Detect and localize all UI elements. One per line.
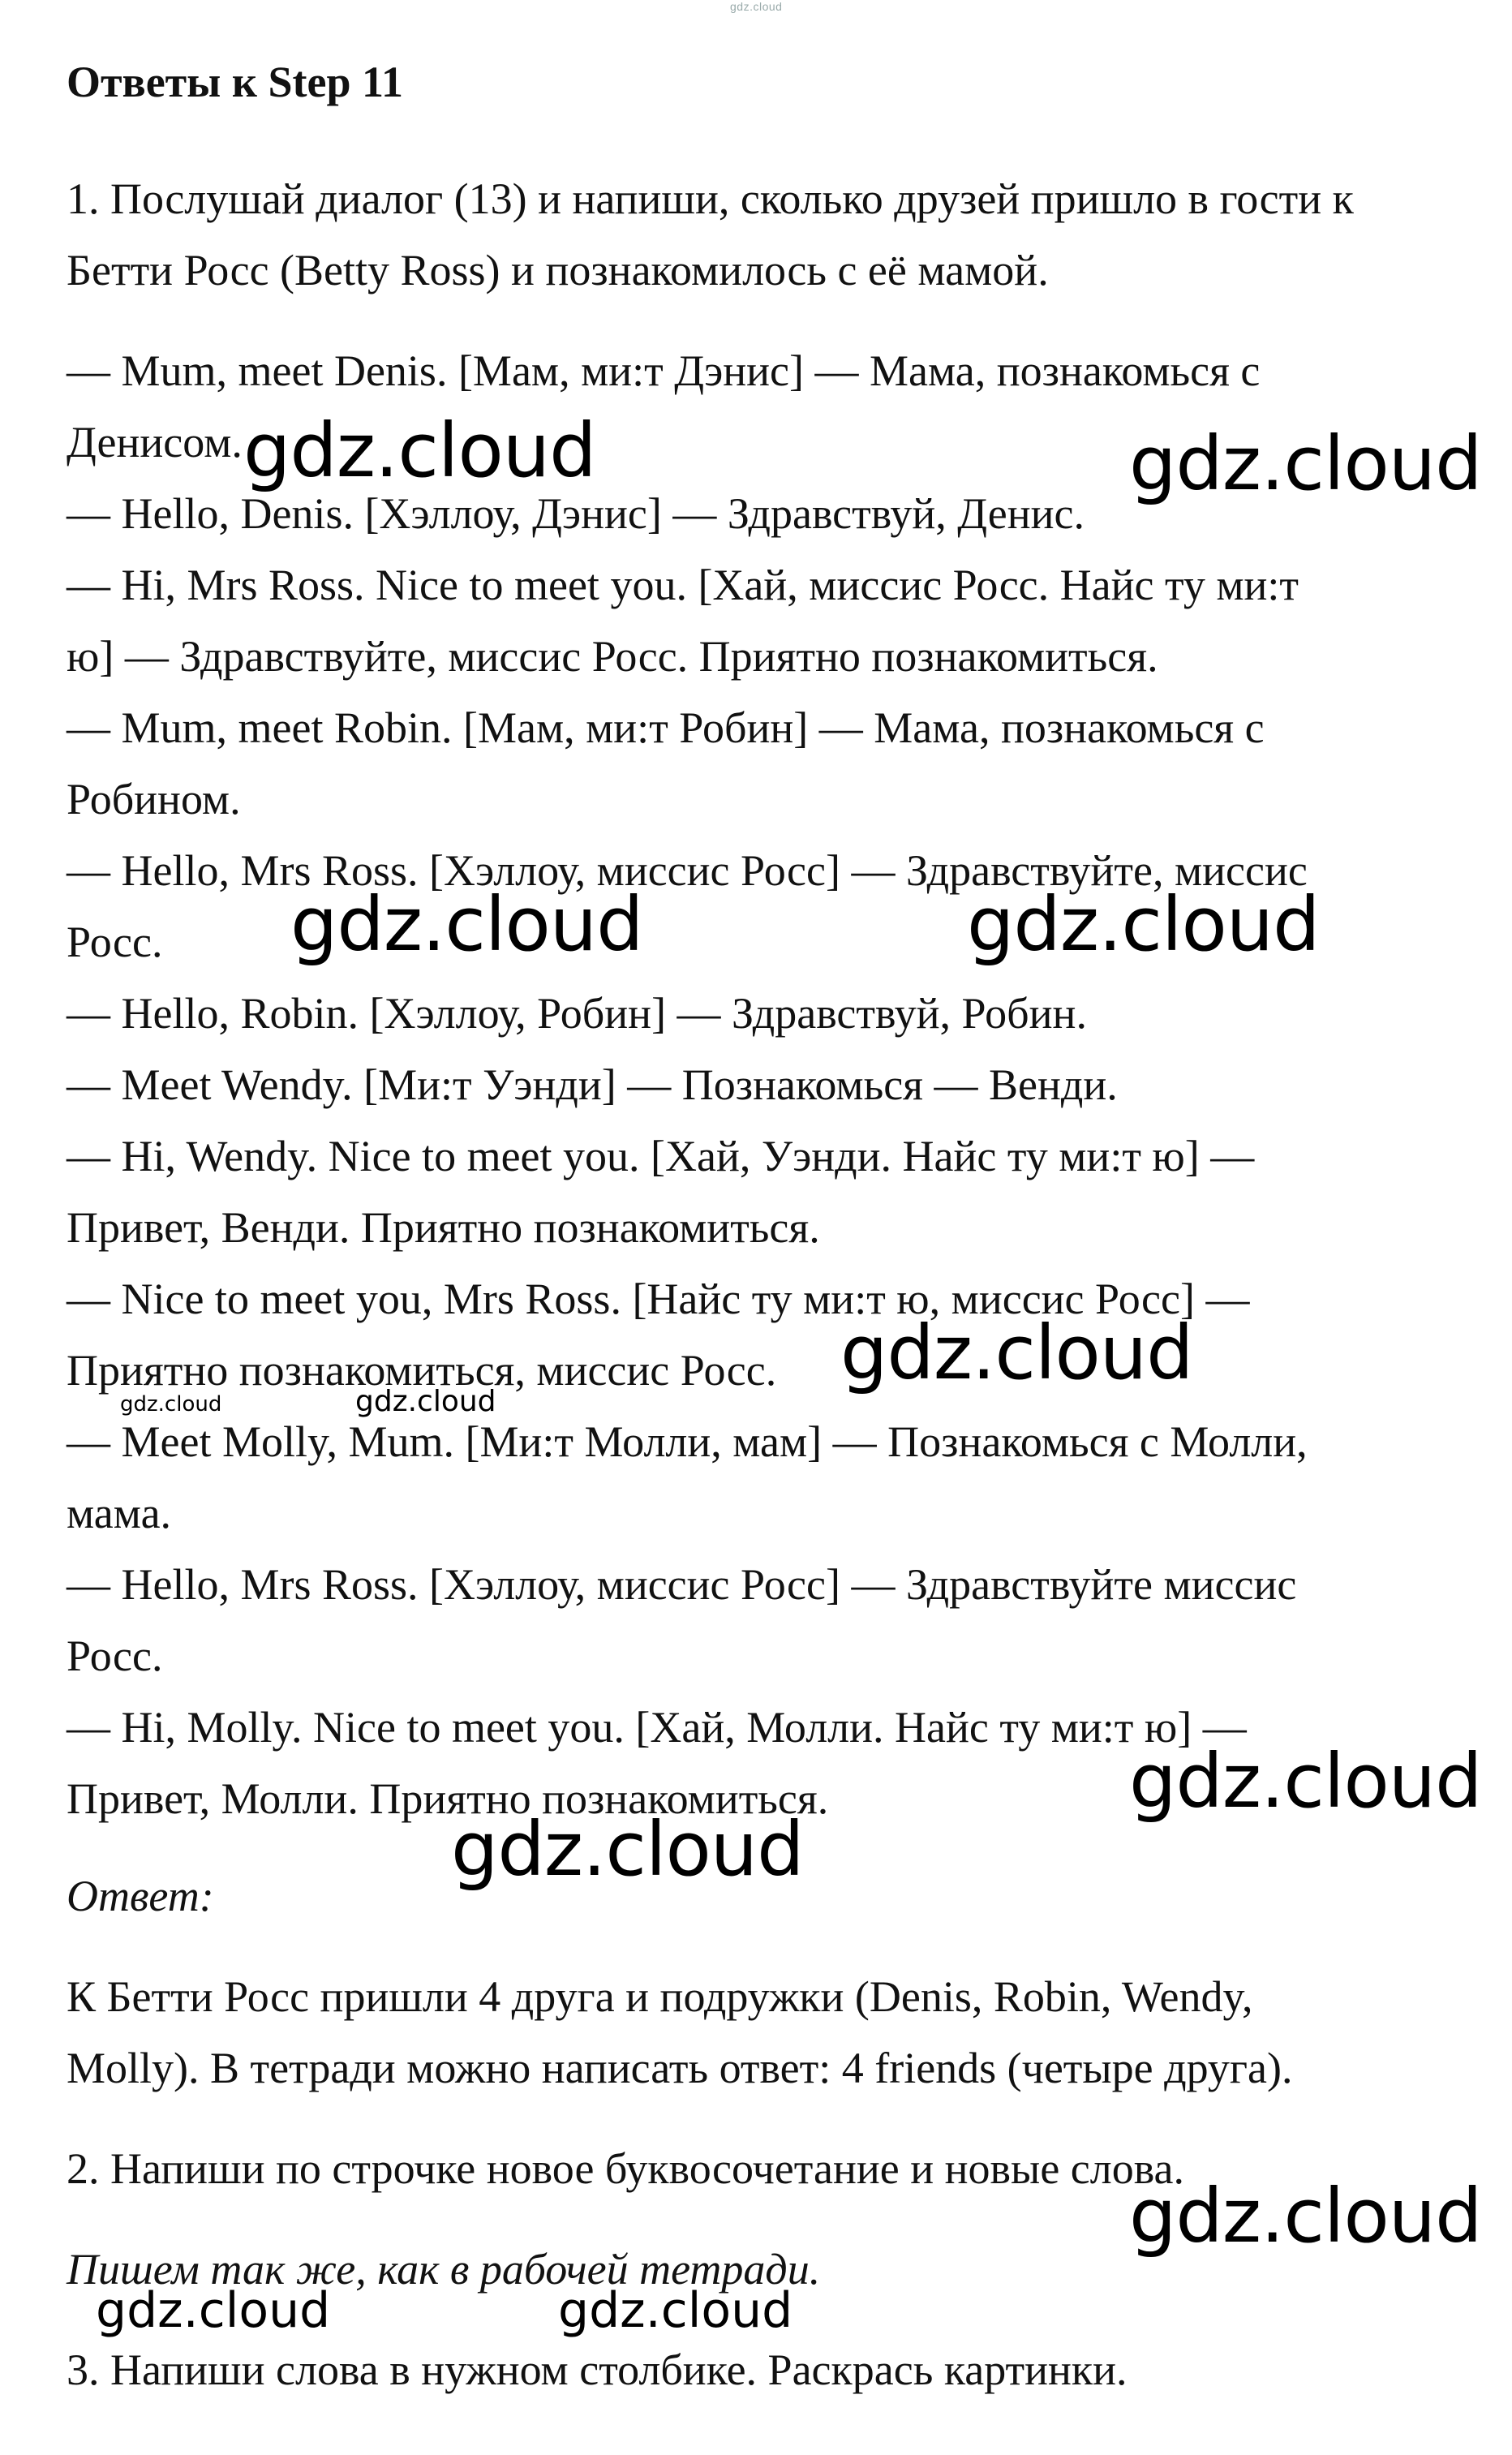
task1-line: мама. [67, 1489, 172, 1537]
task1-line: — Meet Molly, Mum. [Ми:т Молли, мам] — Познакомься с Молли, [67, 1417, 1308, 1466]
watermark: gdz.cloud [290, 881, 643, 968]
task1-line: Бетти Росс (Betty Ross) и познакомилось с её мамой. [67, 246, 1049, 295]
watermark: gdz.cloud [1129, 1738, 1482, 1825]
task1-line: Росс. [67, 918, 163, 966]
task1-line: Денисом. [67, 418, 243, 466]
answer-label: Ответ: [67, 1872, 214, 1920]
watermark-small: gdz.cloud [120, 1392, 222, 1417]
task1-line: — Mum, meet Robin. [Мам, ми:т Робин] — Мама, познакомься с [67, 703, 1265, 752]
task2-note: Пишем так же, как в рабочей тетради. [67, 2245, 821, 2294]
answer-line: Molly). В тетради можно написать ответ: 4 friends (четыре друга). [67, 2044, 1293, 2092]
task1-line: 1. Послушай диалог (13) и напиши, сколько друзей пришло в гости к [67, 174, 1354, 223]
task1-line: ю] — Здравствуйте, миссис Росс. Приятно познакомиться. [67, 632, 1158, 681]
task1-line: — Hi, Mrs Ross. Nice to meet you. [Хай, миссис Росс. Найс ту ми:т [67, 561, 1299, 609]
task1-line: — Hello, Mrs Ross. [Хэллоу, миссис Росс] — Здравствуйте, миссис [67, 846, 1308, 895]
task1-line: Росс. [67, 1632, 163, 1680]
page-title: Ответы к Step 11 [67, 58, 403, 106]
task1-line: Робином. [67, 775, 241, 823]
answer-line: К Бетти Росс пришли 4 друга и подружки (Denis, Robin, Wendy, [67, 1972, 1253, 2021]
watermark-small: gdz.cloud [96, 2282, 331, 2339]
task1-line: — Hello, Denis. [Хэллоу, Дэнис] — Здравствуй, Денис. [67, 489, 1085, 538]
task1-line: Привет, Молли. Приятно познакомиться. [67, 1774, 829, 1823]
task1-line: — Hello, Robin. [Хэллоу, Робин] — Здравствуй, Робин. [67, 989, 1087, 1038]
task1-line: Приятно познакомиться, миссис Росс. [67, 1346, 777, 1395]
watermark: gdz.cloud [1129, 420, 1482, 507]
header-watermark: gdz.cloud [730, 0, 783, 13]
watermark: gdz.cloud [243, 407, 596, 494]
watermark: gdz.cloud [1129, 2173, 1482, 2259]
task1-line: — Mum, meet Denis. [Мам, ми:т Дэнис] — Мама, познакомься с [67, 346, 1261, 395]
watermark: gdz.cloud [840, 1309, 1193, 1396]
task1-line: Привет, Венди. Приятно познакомиться. [67, 1203, 820, 1252]
task1-line: — Hello, Mrs Ross. [Хэллоу, миссис Росс] — Здравствуйте миссис [67, 1560, 1297, 1609]
watermark: gdz.cloud [451, 1806, 804, 1893]
task1-line: — Nice to meet you, Mrs Ross. [Найс ту ми:т ю, миссис Росс] — [67, 1275, 1250, 1323]
task1-line: — Hi, Wendy. Nice to meet you. [Хай, Уэнди. Найс ту ми:т ю] — [67, 1132, 1255, 1180]
task2-text: 2. Напиши по строчке новое буквосочетание и новые слова. [67, 2144, 1184, 2193]
task3-text: 3. Напиши слова в нужном столбике. Раскрась картинки. [67, 2345, 1128, 2394]
task1-line: — Hi, Molly. Nice to meet you. [Хай, Молли. Найс ту ми:т ю] — [67, 1703, 1247, 1752]
watermark-small: gdz.cloud [355, 1385, 496, 1418]
watermark-small: gdz.cloud [558, 2282, 793, 2339]
task1-line: — Meet Wendy. [Ми:т Уэнди] — Познакомься — Венди. [67, 1060, 1118, 1109]
watermark: gdz.cloud [967, 881, 1320, 968]
